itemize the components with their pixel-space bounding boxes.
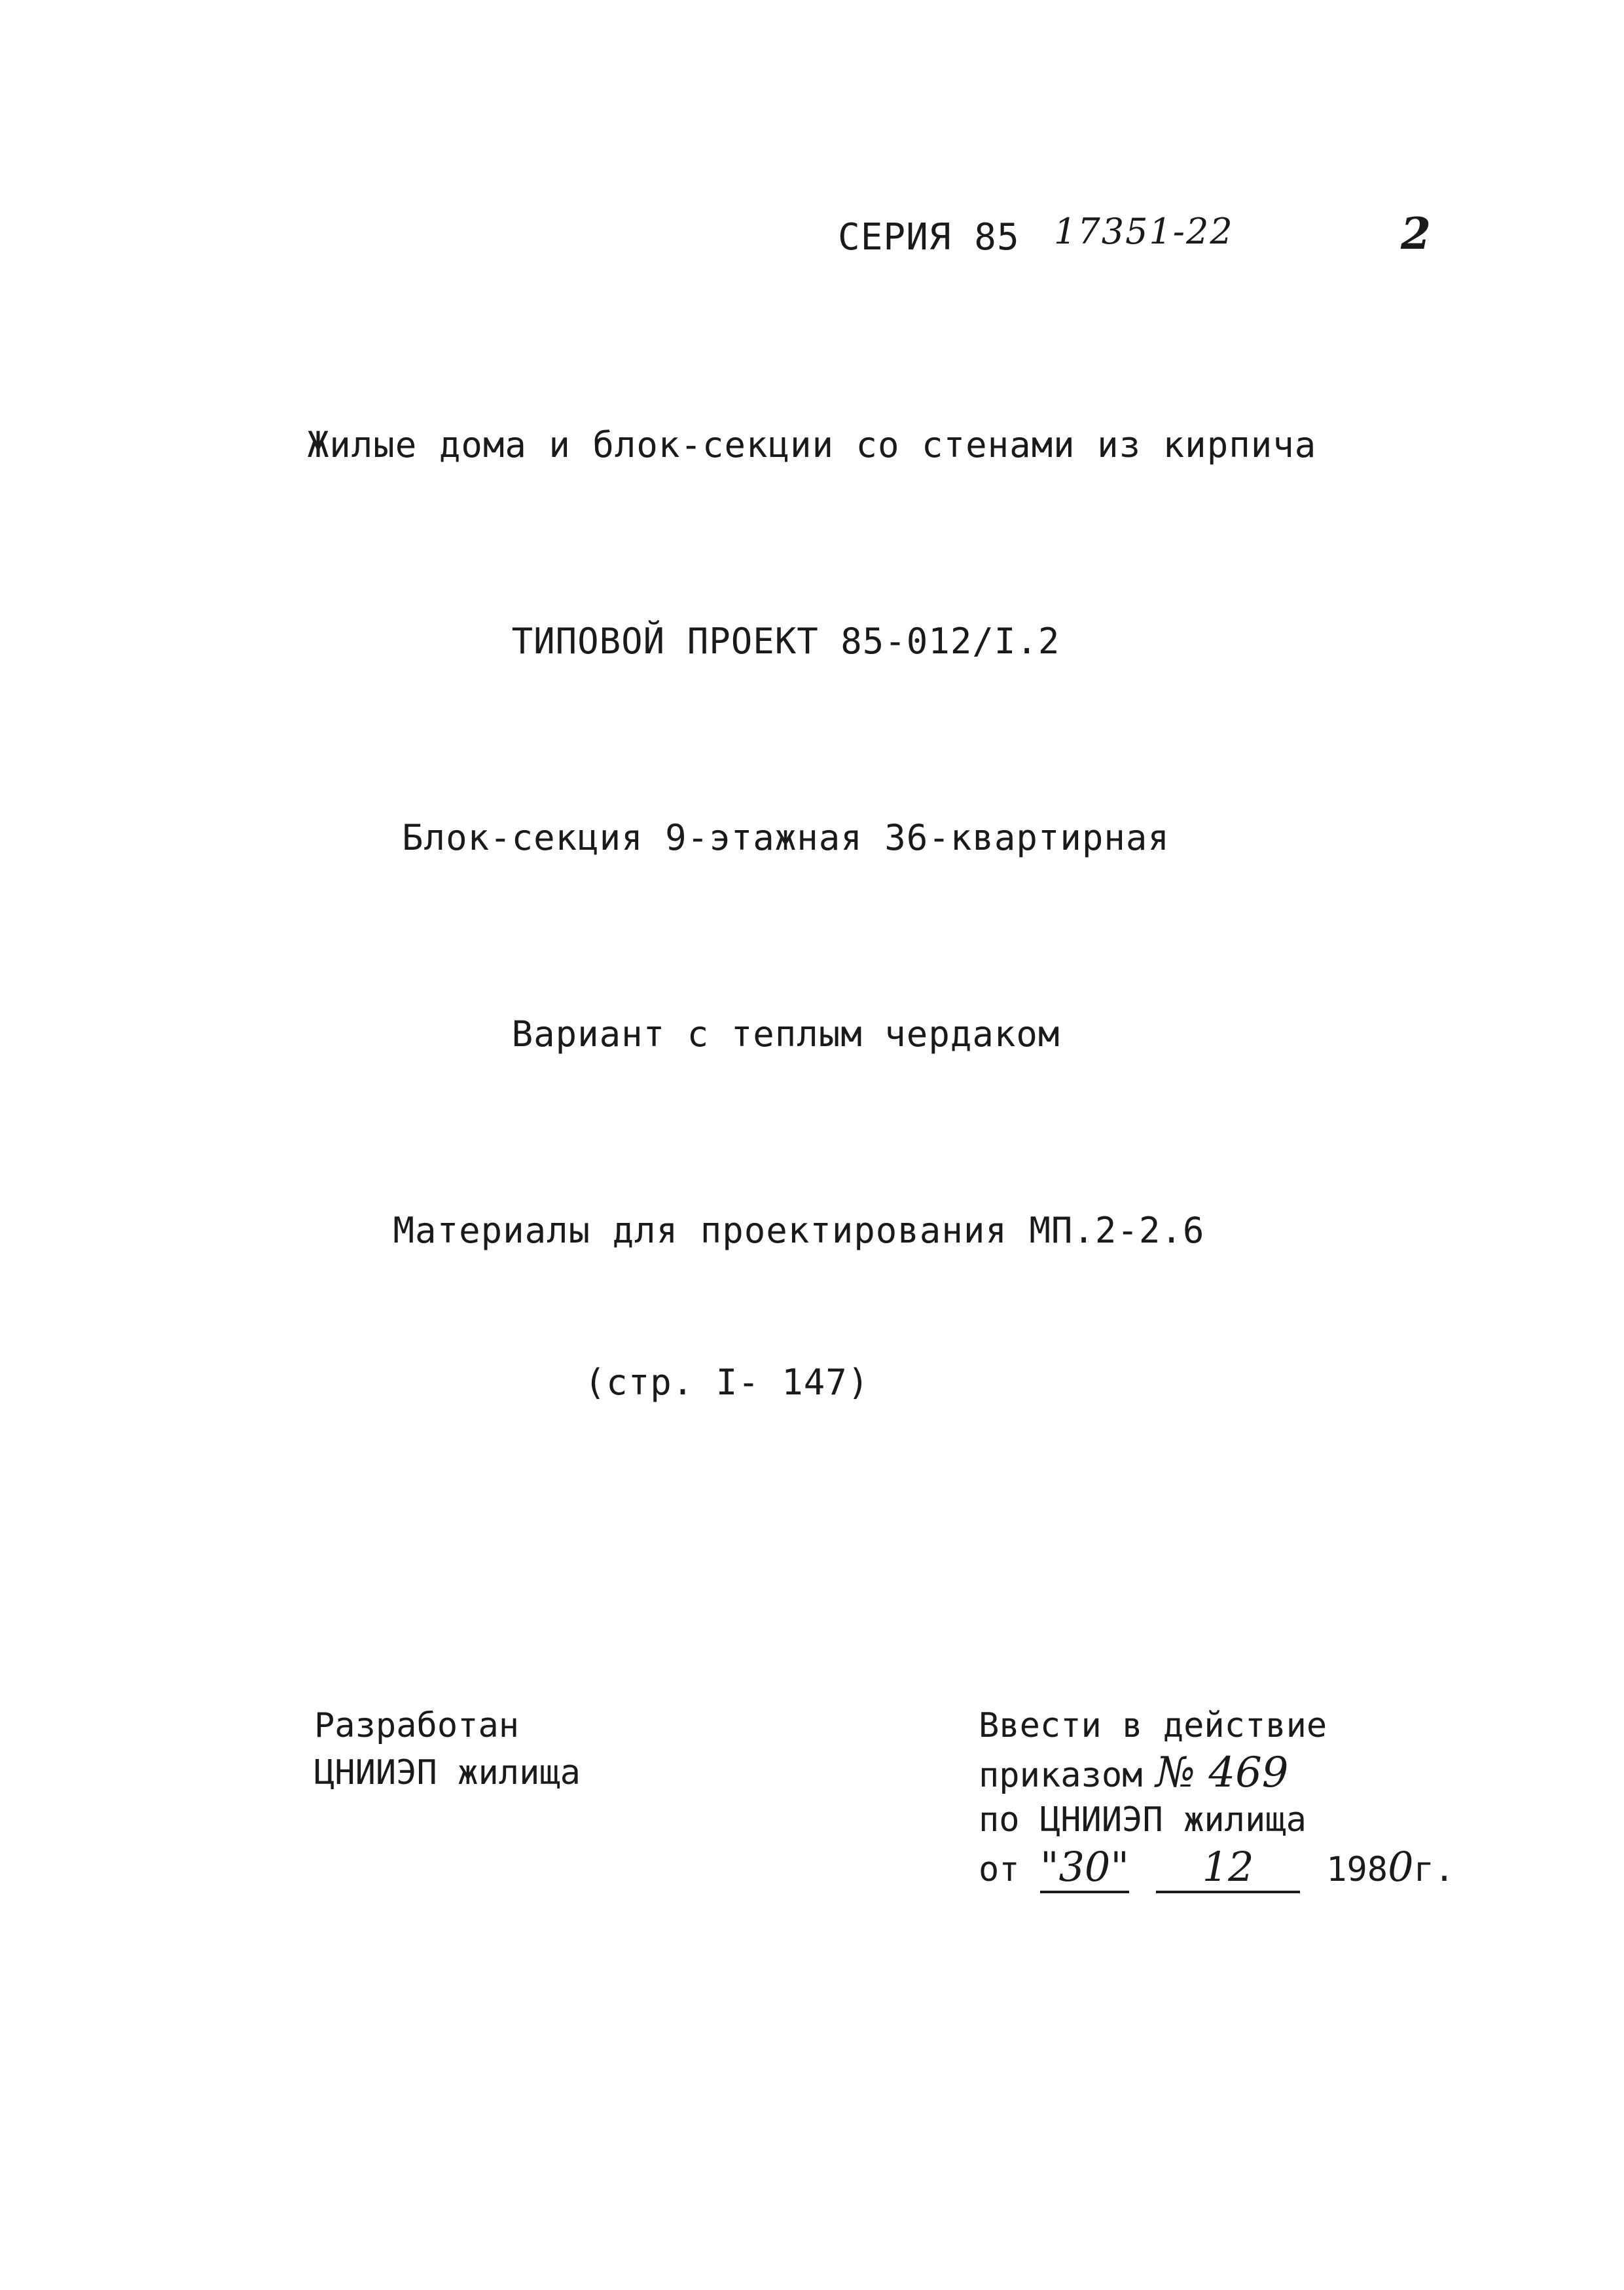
developer-block [314, 1702, 581, 1796]
year-digit-handwritten: 0 [1388, 1843, 1414, 1891]
page-number: 2 [1401, 208, 1431, 259]
order-block [979, 1702, 1454, 1891]
series-handwritten-number: 17351-22 [1054, 211, 1234, 252]
date-prefix: от [979, 1850, 1020, 1889]
order-prefix: приказом [979, 1756, 1143, 1795]
order-month-handwritten: 12 [1156, 1844, 1300, 1893]
year-suffix: г. [1413, 1850, 1455, 1889]
block-section-description: Блок-секция 9-этажная 36-квартирная [402, 817, 1170, 858]
page-range: (стр. I- 147) [584, 1362, 870, 1403]
developer-label: Разработан [314, 1706, 520, 1745]
materials-description: Материалы для проектирования МП.2-2.6 [393, 1210, 1205, 1251]
order-day-handwritten: "30" [1040, 1844, 1129, 1893]
project-number: ТИПОВОЙ ПРОЕКТ 85-012/I.2 [511, 621, 1060, 662]
series-label: СЕРИЯ 85 [838, 216, 1020, 259]
order-line-1: Ввести в действие [979, 1706, 1327, 1745]
order-date-line [979, 1844, 1454, 1891]
order-number-handwritten: № 469 [1155, 1749, 1289, 1797]
variant-description: Вариант с теплым чердаком [511, 1013, 1060, 1055]
year-prefix: 198 [1326, 1850, 1388, 1889]
document-title: Жилые дома и блок-секции со стенами из кирпича [307, 424, 1317, 465]
order-line-2 [979, 1749, 1454, 1796]
developer-organization: ЦНИИЭП жилища [314, 1753, 581, 1792]
order-line-3: по ЦНИИЭП жилища [979, 1800, 1307, 1840]
